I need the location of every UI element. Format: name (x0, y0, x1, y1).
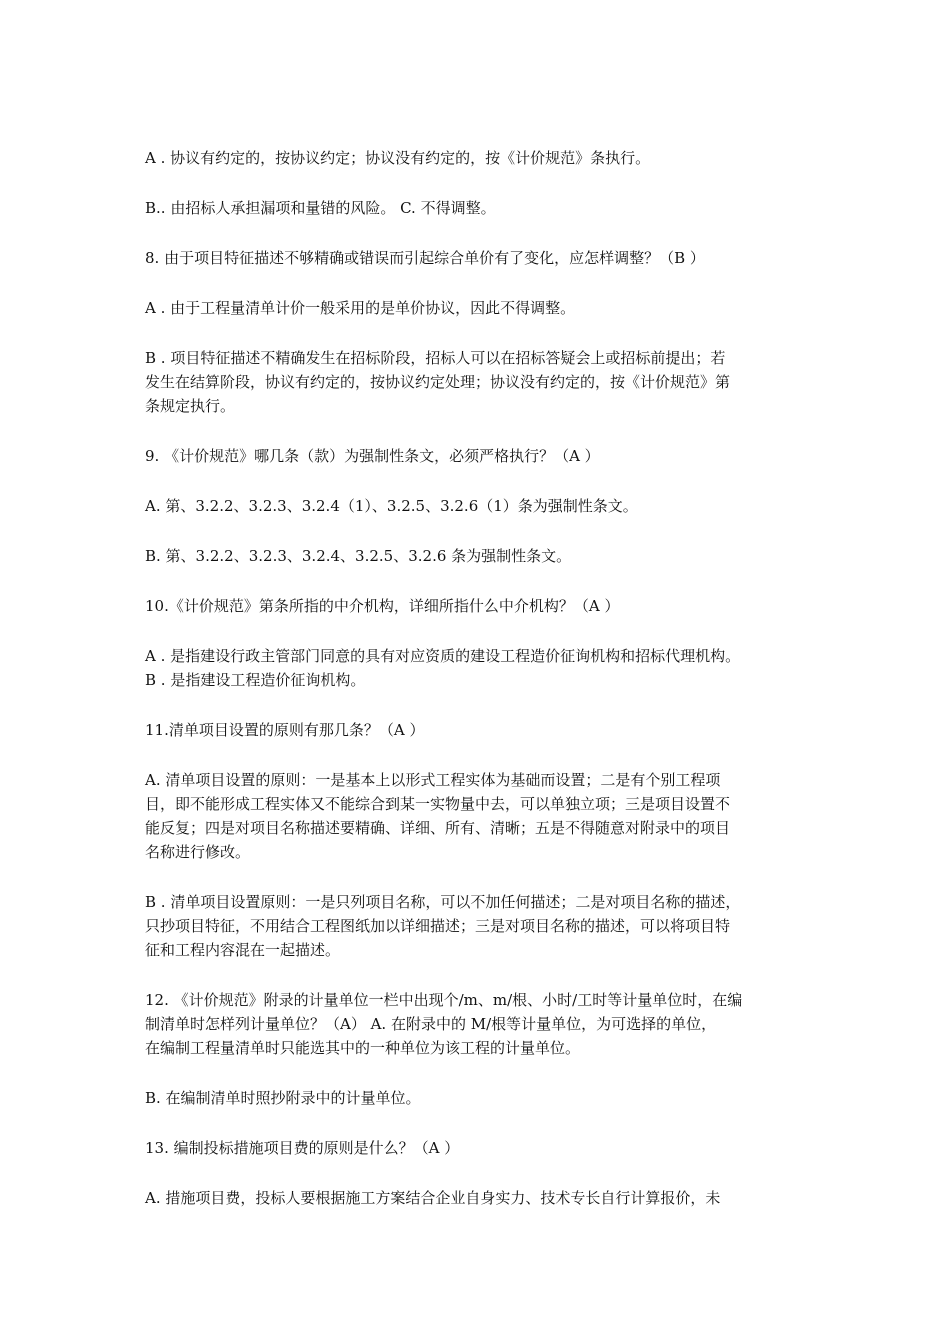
text-line: 8. 由于项目特征描述不够精确或错误而引起综合单价有了变化，应怎样调整？（B ） (145, 249, 705, 267)
paragraph (145, 768, 817, 864)
text-line: 9. 《计价规范》哪几条（款）为强制性条文，必须严格执行？（A ） (145, 447, 600, 465)
paragraph (145, 296, 817, 320)
paragraph (145, 1186, 817, 1210)
paragraph (145, 594, 817, 618)
paragraph (145, 196, 817, 220)
paragraph (145, 146, 817, 170)
text-line: 名称进行修改。 (145, 843, 251, 861)
text-line: B . 是指建设工程造价征询机构。 (145, 671, 366, 689)
text-line: 在编制工程量清单时只能选其中的一种单位为该工程的计量单位。 (145, 1039, 581, 1057)
text-line: 目，即不能形成工程实体又不能综合到某一实物量中去，可以单独立项；三是项目设置不 (145, 795, 731, 813)
text-line: 10.《计价规范》第条所指的中介机构，详细所指什么中介机构？（A ） (145, 597, 620, 615)
paragraph (145, 246, 817, 270)
text-line: B. 第、3.2.2、3.2.3、3.2.4、3.2.5、3.2.6 条为强制性条文。 (145, 547, 572, 565)
text-line: 发生在结算阶段，协议有约定的，按协议约定处理；协议没有约定的，按《计价规范》第 (145, 373, 731, 391)
text-line: 13. 编制投标措施项目费的原则是什么？（A ） (145, 1139, 460, 1157)
text-line: 能反复；四是对项目名称描述要精确、详细、所有、清晰；五是不得随意对附录中的项目 (145, 819, 731, 837)
text-line: 12. 《计价规范》附录的计量单位一栏中出现个/m、m/根、小时/工时等计量单位时，在编 (145, 991, 743, 1009)
paragraph (145, 1086, 817, 1110)
text-line: B . 清单项目设置原则：一是只列项目名称，可以不加任何描述；二是对项目名称的描述， (145, 893, 741, 911)
text-line: A . 协议有约定的，按协议约定；协议没有约定的，按《计价规范》条执行。 (145, 149, 651, 167)
text-line: 11.清单项目设置的原则有那几条？（A ） (145, 721, 425, 739)
text-line: A. 第、3.2.2、3.2.3、3.2.4（1）、3.2.5、3.2.6（1）条为强制性条文。 (145, 497, 638, 515)
text-line: 条规定执行。 (145, 397, 236, 415)
text-line: A . 由于工程量清单计价一般采用的是单价协议，因此不得调整。 (145, 299, 576, 317)
text-line: B. 在编制清单时照抄附录中的计量单位。 (145, 1089, 421, 1107)
text-line: A . 是指建设行政主管部门同意的具有对应资质的建设工程造价征询机构和招标代理机构。 (145, 647, 741, 665)
paragraph (145, 988, 817, 1060)
paragraph (145, 544, 817, 568)
paragraph (145, 444, 817, 468)
paragraph (145, 644, 817, 692)
text-line: A. 措施项目费，投标人要根据施工方案结合企业自身实力、技术专长自行计算报价，未 (145, 1189, 721, 1207)
text-line: 只抄项目特征，不用结合工程图纸加以详细描述；三是对项目名称的描述，可以将项目特 (145, 917, 731, 935)
text-line: B . 项目特征描述不精确发生在招标阶段，招标人可以在招标答疑会上或招标前提出；若 (145, 349, 726, 367)
text-line: B.. 由招标人承担漏项和量错的风险。 C. 不得调整。 (145, 199, 496, 217)
text-line: 征和工程内容混在一起描述。 (145, 941, 341, 959)
paragraph (145, 1136, 817, 1160)
paragraph (145, 890, 817, 962)
text-line: 制清单时怎样列计量单位？（A） A. 在附录中的 M/根等计量单位，为可选择的单位， (145, 1015, 717, 1033)
text-line: A. 清单项目设置的原则：一是基本上以形式工程实体为基础而设置；二是有个别工程项 (145, 771, 721, 789)
document-body (145, 146, 817, 1236)
paragraph (145, 718, 817, 742)
paragraph (145, 494, 817, 518)
paragraph (145, 346, 817, 418)
